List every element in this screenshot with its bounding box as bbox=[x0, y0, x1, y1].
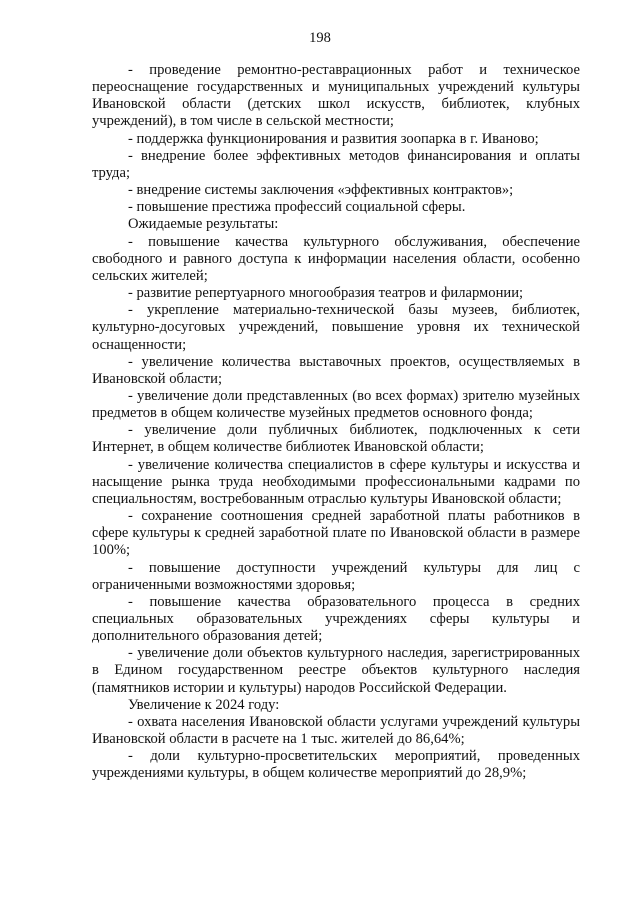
paragraph: - повышение качества образовательного процесса в средних специальных образовательных учреждениях сферы культуры и дополнительного образования детей; bbox=[92, 593, 580, 645]
document-body bbox=[92, 62, 580, 783]
paragraph: - увеличение доли объектов культурного наследия, зарегистрированных в Едином государственном реестре объектов культурного наследия (памятников истории и культуры) народов Российской Федерации. bbox=[92, 645, 580, 696]
paragraph: - проведение ремонтно-реставрационных работ и техническое переоснащение государственных и муниципальных учреждений культуры Ивановской области (детских школ искусств, библиотек, клубных учреждений), в том числе в сельской местности; bbox=[92, 62, 580, 130]
paragraph: - внедрение системы заключения «эффективных контрактов»; bbox=[128, 182, 514, 199]
page-number: 198 bbox=[309, 30, 331, 46]
paragraph: - увеличение количества специалистов в сфере культуры и искусства и насыщение рынка труда необходимыми профессиональными кадрами по специальностям, востребованным отраслью культуры Ивановской области; bbox=[92, 456, 580, 507]
paragraph: - повышение качества культурного обслуживания, обеспечение свободного и равного доступа к информации населения области, особенно сельских жителей; bbox=[92, 233, 580, 284]
paragraph: - доли культурно-просветительских мероприятий, проведенных учреждениями культуры, в общем количестве мероприятий до 28,9%; bbox=[92, 748, 580, 782]
paragraph: - внедрение более эффективных методов финансирования и оплаты труда; bbox=[92, 147, 580, 181]
paragraph: - увеличение доли публичных библиотек, подключенных к сети Интернет, в общем количестве библиотек Ивановской области; bbox=[92, 422, 580, 456]
paragraph: - увеличение количества выставочных проектов, осуществляемых в Ивановской области; bbox=[92, 353, 580, 387]
paragraph: - увеличение доли представленных (во всех формах) зрителю музейных предметов в общем количестве музейных предметов основного фонда; bbox=[92, 387, 580, 422]
section-heading: Ожидаемые результаты: bbox=[128, 216, 279, 233]
paragraph: - охвата населения Ивановской области услугами учреждений культуры Ивановской области в расчете на 1 тыс. жителей до 86,64%; bbox=[92, 713, 580, 748]
paragraph: - сохранение соотношения средней заработной платы работников в сфере культуры к средней заработной плате по Ивановской области в размере 100%; bbox=[92, 508, 580, 559]
paragraph: - поддержка функционирования и развития зоопарка в г. Иваново; bbox=[128, 130, 539, 147]
paragraph: - повышение доступности учреждений культуры для лиц с ограниченными возможностями здоровья; bbox=[92, 559, 580, 593]
paragraph: - повышение престижа профессий социальной сферы. bbox=[128, 199, 466, 216]
section-heading: Увеличение к 2024 году: bbox=[128, 696, 280, 713]
paragraph: - укрепление материально-технической базы музеев, библиотек, культурно-досуговых учреждений, повышение уровня их технической оснащенности; bbox=[92, 302, 580, 353]
paragraph: - развитие репертуарного многообразия театров и филармонии; bbox=[128, 285, 524, 302]
